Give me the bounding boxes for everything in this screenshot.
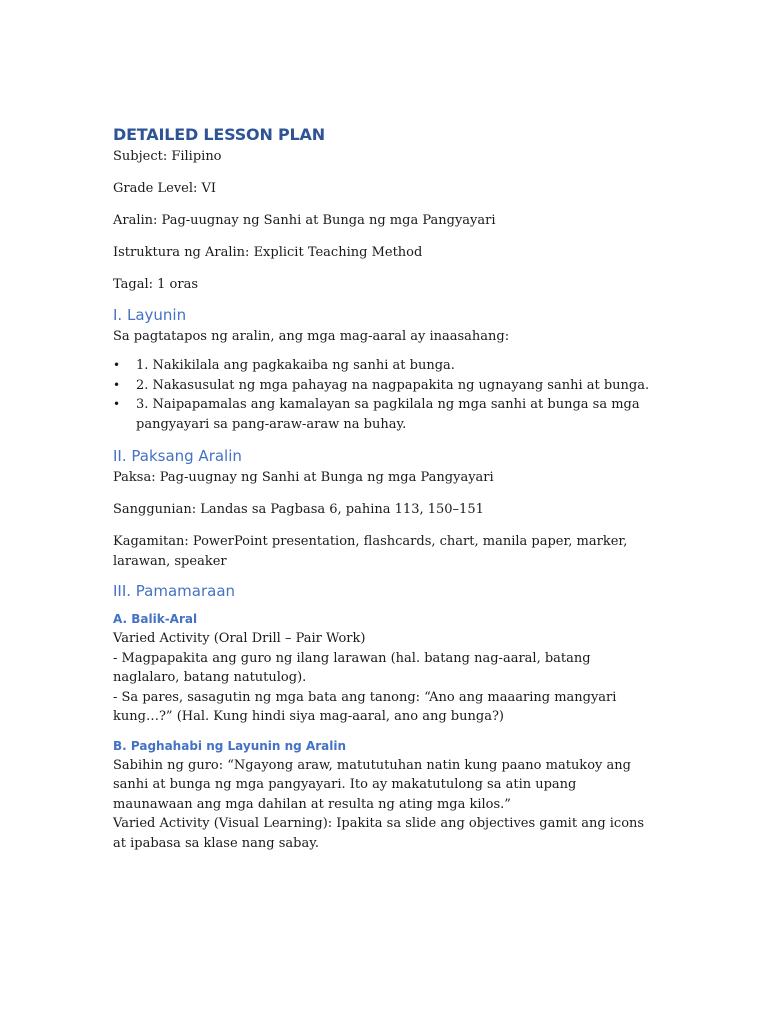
objective-text: 1. Nakikilala ang pagkakaiba ng sanhi at bunga. (136, 358, 455, 373)
paksa-line: Paksa: Pag-uugnay ng Sanhi at Bunga ng mga Pangyayari (113, 470, 494, 485)
info-grade-level: Grade Level: VI (113, 181, 217, 196)
subheading-paghahabi: B. Paghahabi ng Layunin ng Aralin (113, 738, 347, 753)
list-item (113, 356, 658, 376)
list-item (113, 376, 658, 396)
sanggunian-line: Sanggunian: Landas sa Pagbasa 6, pahina 113, 150–151 (113, 502, 484, 517)
kagamitan-line: Kagamitan: PowerPoint presentation, flashcards, chart, manila paper, marker, larawan, speaker (113, 534, 628, 569)
info-istruktura: Istruktura ng Aralin: Explicit Teaching Method (113, 245, 423, 260)
info-tagal: Tagal: 1 oras (113, 277, 199, 292)
section-heading-paksang-aralin: II. Paksang Aralin (113, 447, 242, 465)
layunin-intro: Sa pagtatapos ng aralin, ang mga mag-aaral ay inaasahang: (113, 328, 510, 344)
balik-aral-line: Varied Activity (Oral Drill – Pair Work) (113, 631, 366, 646)
info-subject: Subject: Filipino (113, 149, 222, 164)
objective-text: 2. Nakasusulat ng mga pahayag na nagpapakita ng ugnayang sanhi at bunga. (136, 377, 650, 393)
section-heading-pamamaraan: III. Pamamaraan (113, 582, 236, 600)
balik-aral-line: - Magpapakita ang guro ng ilang larawan (hal. batang nag-aaral, batang naglalaro, batang natutulog). (113, 650, 591, 685)
bullet-icon: • (113, 397, 121, 411)
paghahabi-line: Varied Activity (Visual Learning): Ipakita sa slide ang objectives gamit ang icons at ipabasa sa klase nang sabay. (113, 816, 645, 851)
subheading-balik-aral: A. Balik-Aral (113, 612, 198, 626)
document-title: DETAILED LESSON PLAN (113, 125, 325, 144)
objectives-list (113, 356, 658, 434)
balik-aral-line: - Sa pares, sasagutin ng mga bata ang tanong: “Ano ang maaaring mangyari kung…?” (Hal. Kung hindi siya mag-aaral, ano ang bunga?) (113, 689, 617, 724)
section-heading-layunin: I. Layunin (113, 305, 187, 324)
info-aralin: Aralin: Pag-uugnay ng Sanhi at Bunga ng mga Pangyayari (113, 213, 496, 228)
objective-text: 3. Naipapamalas ang kamalayan sa pagkilala ng mga sanhi at bunga sa mga pangyayari sa pang-araw-araw na buhay. (136, 397, 640, 432)
bullet-icon: • (113, 358, 121, 372)
paghahabi-line: Sabihin ng guro: “Ngayong araw, matututuhan natin kung paano matukoy ang sanhi at bunga ng mga pangyayari. Ito ay makatutulong sa atin upang maunawaan ang mga dahilan at resulta ng ating mga kilos.” (113, 757, 631, 812)
bullet-icon: • (113, 377, 121, 392)
list-item (113, 395, 658, 434)
